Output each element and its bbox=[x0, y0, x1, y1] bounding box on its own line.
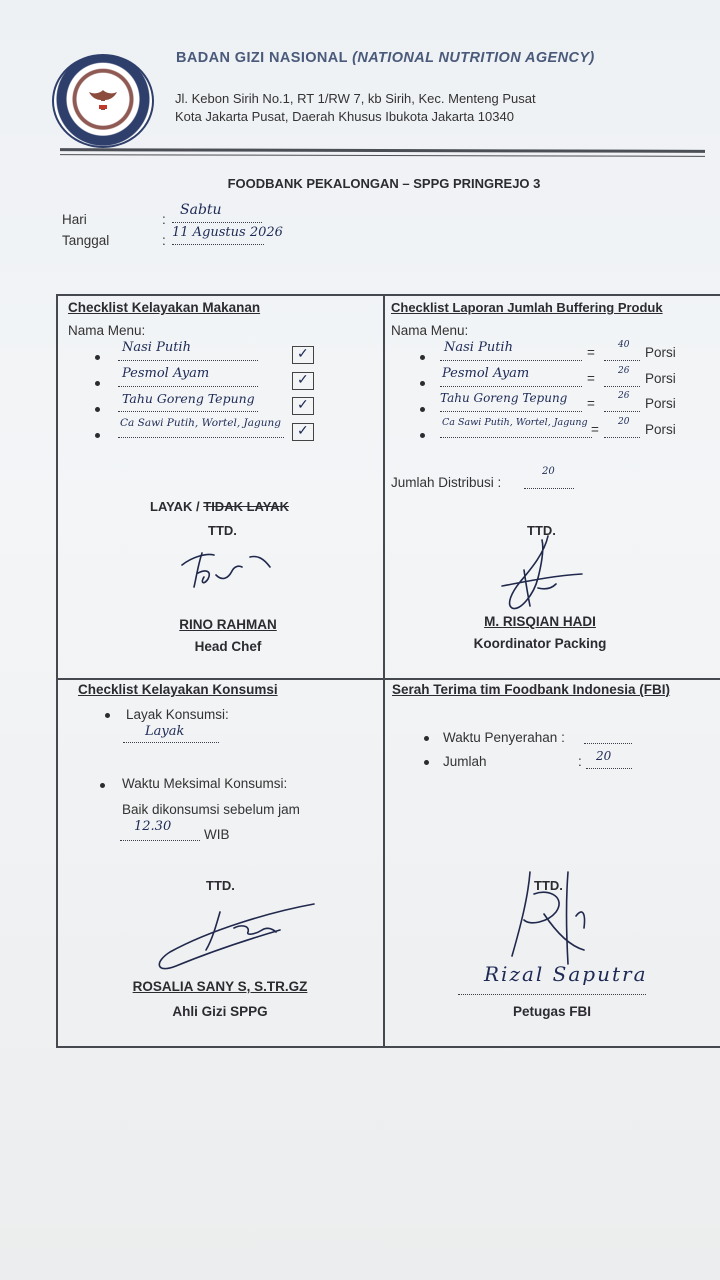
bullet bbox=[424, 760, 429, 765]
buffer-item-line bbox=[440, 417, 592, 438]
bullet bbox=[95, 355, 100, 360]
grid-center-divider bbox=[383, 294, 385, 1048]
head-chef-name: RINO RAHMAN bbox=[179, 617, 277, 632]
hari-colon: : bbox=[162, 212, 166, 227]
packing-coordinator-signature bbox=[490, 530, 590, 614]
agency-name-id: BADAN GIZI NASIONAL bbox=[176, 50, 348, 66]
jumlah-value: 20 bbox=[596, 749, 612, 763]
layak-konsumsi-label: Layak Konsumsi: bbox=[126, 707, 229, 722]
jumlah-label: Jumlah bbox=[443, 754, 487, 769]
bullet bbox=[100, 783, 105, 788]
document-title: FOODBANK PEKALONGAN – SPPG PRINGREJO 3 bbox=[227, 176, 541, 191]
fbi-officer-handwritten-name: Rizal Saputra bbox=[484, 962, 648, 986]
grid-left-border bbox=[56, 294, 58, 1048]
tanggal-field bbox=[172, 225, 283, 245]
tanggal-label: Tanggal bbox=[62, 233, 110, 248]
food-menu-label: Nama Menu: bbox=[68, 323, 146, 338]
check-mark-icon: ✓ bbox=[297, 345, 309, 361]
ttd-label: TTD. bbox=[206, 878, 235, 893]
bullet bbox=[420, 433, 425, 438]
buffer-item-line bbox=[440, 366, 582, 387]
buffer-qty-line bbox=[604, 366, 640, 387]
hari-label: Hari bbox=[62, 212, 87, 227]
tanggal-value: 11 Agustus 2026 bbox=[172, 225, 283, 240]
food-checkbox[interactable] bbox=[292, 372, 314, 390]
ttd-label: TTD. bbox=[527, 523, 556, 538]
head-chef-role: Head Chef bbox=[194, 639, 262, 654]
grid-middle-border bbox=[56, 678, 720, 680]
food-item-line bbox=[118, 391, 258, 412]
buffer-qty-line bbox=[604, 340, 640, 361]
verdict-tidak-layak-struck: TIDAK LAYAK bbox=[203, 499, 289, 514]
buffer-qty-line bbox=[604, 417, 640, 438]
bullet bbox=[420, 355, 425, 360]
food-item: Ca Sawi Putih, Wortel, Jagung bbox=[120, 417, 281, 429]
bullet bbox=[424, 736, 429, 741]
address-line-2: Kota Jakarta Pusat, Daerah Khusus Ibukota Jakarta 10340 bbox=[175, 109, 514, 124]
food-item: Nasi Putih bbox=[122, 340, 191, 355]
sebelum-jam-label: Baik dikonsumsi sebelum jam bbox=[122, 802, 300, 817]
layak-konsumsi-value: Layak bbox=[145, 724, 185, 739]
handover-heading: Serah Terima tim Foodbank Indonesia (FBI) bbox=[392, 682, 671, 697]
wib-label: WIB bbox=[204, 827, 230, 842]
buffer-qty: 26 bbox=[618, 366, 630, 376]
porsi-unit: Porsi bbox=[645, 345, 676, 360]
buffering-heading: Checklist Laporan Jumlah Buffering Produk bbox=[391, 300, 663, 315]
jumlah-distribusi-value: 20 bbox=[542, 466, 555, 477]
agency-name bbox=[176, 50, 595, 66]
bullet bbox=[105, 713, 110, 718]
check-mark-icon: ✓ bbox=[297, 371, 309, 387]
header-rule-thin bbox=[60, 154, 705, 157]
buffer-item-line bbox=[440, 391, 582, 412]
food-checklist-heading: Checklist Kelayakan Makanan bbox=[68, 300, 261, 315]
garuda-emblem-icon bbox=[87, 86, 119, 116]
nutritionist-name: ROSALIA SANY S, S.TR.GZ bbox=[132, 979, 308, 994]
consumption-heading: Checklist Kelayakan Konsumsi bbox=[78, 682, 278, 697]
tanggal-colon: : bbox=[162, 233, 166, 248]
buffer-item: Ca Sawi Putih, Wortel, Jagung bbox=[442, 417, 588, 428]
bullet bbox=[420, 407, 425, 412]
packing-coordinator-name: M. RISQIAN HADI bbox=[484, 614, 596, 629]
food-item: Pesmol Ayam bbox=[122, 366, 210, 381]
food-checkbox[interactable] bbox=[292, 397, 314, 415]
bullet bbox=[420, 381, 425, 386]
jumlah-distribusi-field bbox=[524, 466, 574, 489]
food-checkbox[interactable] bbox=[292, 346, 314, 364]
agency-logo bbox=[52, 54, 154, 148]
buffer-qty: 26 bbox=[618, 391, 630, 401]
head-chef-signature bbox=[172, 545, 282, 605]
buffer-item-line bbox=[440, 340, 582, 361]
food-checkbox[interactable] bbox=[292, 423, 314, 441]
nutritionist-signature bbox=[150, 900, 320, 980]
equals-sign: = bbox=[587, 396, 595, 411]
header-rule-thick bbox=[60, 148, 705, 153]
porsi-unit: Porsi bbox=[645, 396, 676, 411]
layak-verdict bbox=[150, 499, 289, 514]
grid-bottom-border bbox=[56, 1046, 720, 1048]
fbi-officer-signature-line bbox=[458, 952, 646, 995]
ttd-label: TTD. bbox=[208, 523, 237, 538]
buffer-item: Pesmol Ayam bbox=[442, 366, 530, 381]
bullet bbox=[95, 381, 100, 386]
jumlah-field bbox=[586, 749, 632, 769]
buffer-item: Nasi Putih bbox=[444, 340, 513, 355]
buffer-item: Tahu Goreng Tepung bbox=[440, 391, 568, 405]
fbi-officer-role: Petugas FBI bbox=[512, 1004, 591, 1019]
waktu-maksimal-label: Waktu Meksimal Konsumsi: bbox=[122, 776, 288, 791]
nutritionist-role: Ahli Gizi SPPG bbox=[172, 1004, 268, 1019]
bullet bbox=[95, 433, 100, 438]
food-item-line bbox=[118, 340, 258, 361]
equals-sign: = bbox=[587, 371, 595, 386]
waktu-penyerahan-field[interactable] bbox=[584, 731, 632, 744]
address-line-1: Jl. Kebon Sirih No.1, RT 1/RW 7, kb Sirih, Kec. Menteng Pusat bbox=[175, 91, 536, 106]
jam-value: 12.30 bbox=[134, 819, 172, 834]
food-item-line bbox=[118, 417, 284, 438]
buffering-menu-label: Nama Menu: bbox=[391, 323, 469, 338]
jumlah-colon: : bbox=[578, 754, 582, 769]
equals-sign: = bbox=[591, 422, 599, 437]
check-mark-icon: ✓ bbox=[297, 396, 309, 412]
hari-field bbox=[172, 202, 262, 223]
verdict-layak: LAYAK / bbox=[150, 499, 200, 514]
jumlah-distribusi-label: Jumlah Distribusi : bbox=[391, 475, 502, 490]
equals-sign: = bbox=[587, 345, 595, 360]
ttd-label: TTD. bbox=[534, 878, 563, 893]
packing-coordinator-role: Koordinator Packing bbox=[473, 636, 607, 651]
hari-value: Sabtu bbox=[180, 202, 222, 218]
porsi-unit: Porsi bbox=[645, 371, 676, 386]
grid-top-border bbox=[56, 294, 720, 296]
food-item-line bbox=[118, 366, 258, 387]
jam-field bbox=[120, 819, 200, 841]
bullet bbox=[95, 407, 100, 412]
buffer-qty: 20 bbox=[618, 417, 630, 427]
buffer-qty: 40 bbox=[618, 340, 630, 350]
waktu-penyerahan-label: Waktu Penyerahan : bbox=[443, 730, 565, 745]
food-item: Tahu Goreng Tepung bbox=[122, 391, 255, 406]
layak-konsumsi-field bbox=[123, 724, 219, 743]
porsi-unit: Porsi bbox=[645, 422, 676, 437]
agency-name-en: (NATIONAL NUTRITION AGENCY) bbox=[352, 50, 595, 66]
check-mark-icon: ✓ bbox=[297, 422, 309, 438]
buffer-qty-line bbox=[604, 391, 640, 412]
